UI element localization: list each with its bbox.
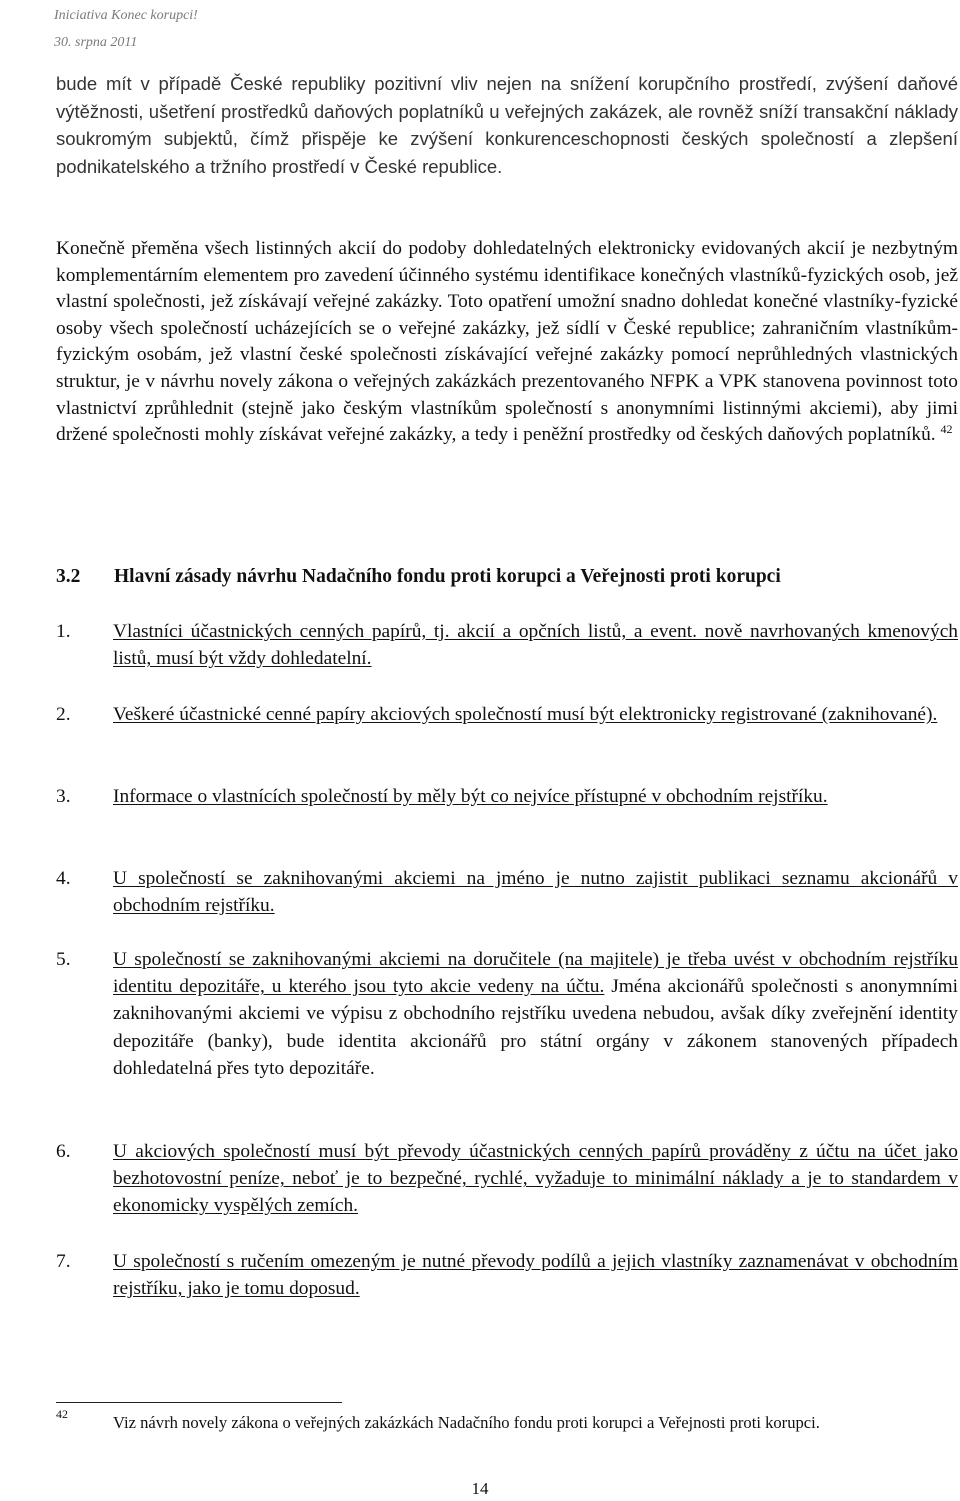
list-item [56, 1138, 958, 1220]
list-item [56, 618, 958, 672]
header-title: Iniciativa Konec korupci! [54, 8, 198, 23]
section-heading [56, 563, 958, 591]
list-item-underlined-text: Informace o vlastnících společností by měly být co nejvíce přístupné v obchodním rejstříku. [113, 786, 828, 807]
section-number: 3.2 [56, 566, 81, 587]
list-item-number: 4. [56, 868, 71, 889]
paragraph-2 [56, 236, 958, 449]
list-item [56, 783, 958, 810]
list-item-body [113, 946, 958, 1082]
list-item [56, 701, 958, 728]
list-item-body [113, 1248, 958, 1302]
list-item-number: 7. [56, 1251, 71, 1272]
list-item-body [113, 1138, 958, 1220]
list-item-underlined-text: Vlastníci účastnických cenných papírů, tj. akcií a opčních listů, a event. nově navrhovaných kmenových listů, musí být vždy dohledatelní. [113, 621, 958, 670]
paragraph-1: bude mít v případě České republiky pozitivní vliv nejen na snížení korupčního prostředí, zvýšení daňové výtěžnosti, ušetření prostředků daňových poplatníků u veřejných zakázek, ale rovněž sníží transakční náklady soukromým subjektů, čímž přispěje ke zvýšení konkurenceschopnosti českých společností a zlepšení podnikatelského a tržního prostředí v České republice. [56, 73, 958, 177]
list-item-number: 3. [56, 786, 71, 807]
paragraph-2-text: Konečně přeměna všech listinných akcií do podoby dohledatelných elektronicky evidovaných akcií je nezbytným komplementárním elementem pro zavedení účinného systému identifikace konečných vlastníků-fyzických osob, jež vlastní společnosti, jež získávají veřejné zakázky. Toto opatření umožní snadno dohledat konečné vlastníky-fyzické osoby všech společností ucházejících se o veřejné zakázky, jež sídlí v České republice; zahraničním vlastníkům-fyzickým osobám, jež vlastní české společnosti získávající veřejné zakázky pomocí neprůhledných vlastnických struktur, je v návrhu novely zákona o veřejných zakázkách prezentovaného NFPK a VPK stanovena povinnost toto vlastnictví zprůhlednit (stejně jako českým vlastníkům společností s anonymními listinnými akciemi), aby jimi držené společnosti mohly získávat veřejné zakázky, a tedy i peněžní prostředky od českých daňových poplatníků. [56, 238, 958, 446]
list-item-number: 5. [56, 949, 71, 970]
page-number: 14 [471, 1479, 489, 1498]
list-item-body [113, 865, 958, 919]
list-item-body [113, 701, 958, 728]
footnote-text: Viz návrh novely zákona o veřejných zakázkách Nadačního fondu proti korupci a Veřejnosti proti korupci. [113, 1413, 820, 1432]
footnote-separator [56, 1402, 342, 1403]
list-item-body [113, 618, 958, 672]
list-item [56, 946, 958, 1082]
footnote-number: 42 [56, 1407, 68, 1421]
list-item-number: 6. [56, 1141, 71, 1162]
list-item-underlined-text: U společností se zaknihovanými akciemi na jméno je nutno zajistit publikaci seznamu akcionářů v obchodním rejstříku. [113, 868, 958, 917]
list-item-underlined-text: U akciových společností musí být převody účastnických cenných papírů prováděny z účtu na účet jako bezhotovostní peníze, neboť je to bezpečné, rychlé, vyžaduje to minimální náklady a je to standardem v ekonomicky vyspělých zemích. [113, 1141, 958, 1217]
list-item-body [113, 783, 958, 810]
list-item-number: 1. [56, 621, 71, 642]
list-item-underlined-text: U společností se zaknihovanými akciemi na doručitele (na majitele) je třeba uvést v obchodním rejstříku identitu depozitáře, u kterého jsou tyto akcie vedeny na účtu. [113, 949, 958, 998]
list-item-number: 2. [56, 704, 71, 725]
list-item-underlined-text: U společností s ručením omezeným je nutné převody podílů a jejich vlastníky zaznamenávat v obchodním rejstříku, jako je tomu doposud. [113, 1251, 958, 1300]
list-item-plain-text: Jména akcionářů společnosti s anonymními zaknihovanými akciemi ve výpisu z obchodního rejstříku uvedena nebudou, avšak díky zveřejnění identity depozitáře (banky), bude identita akcionářů pro státní orgány v zákonem stanovených případech dohledatelná přes tyto depozitáře. [113, 976, 958, 1079]
page-header [54, 2, 198, 56]
list-item [56, 1248, 958, 1302]
section-title: Hlavní zásady návrhu Nadačního fondu proti korupci a Veřejnosti proti korupci [114, 566, 781, 587]
list-item [56, 865, 958, 919]
list-item-underlined-text: Veškeré účastnické cenné papíry akciových společností musí být elektronicky registrované (zaknihované). [113, 704, 938, 725]
header-date: 30. srpna 2011 [54, 35, 138, 50]
footnote-reference[interactable]: 42 [940, 422, 953, 437]
